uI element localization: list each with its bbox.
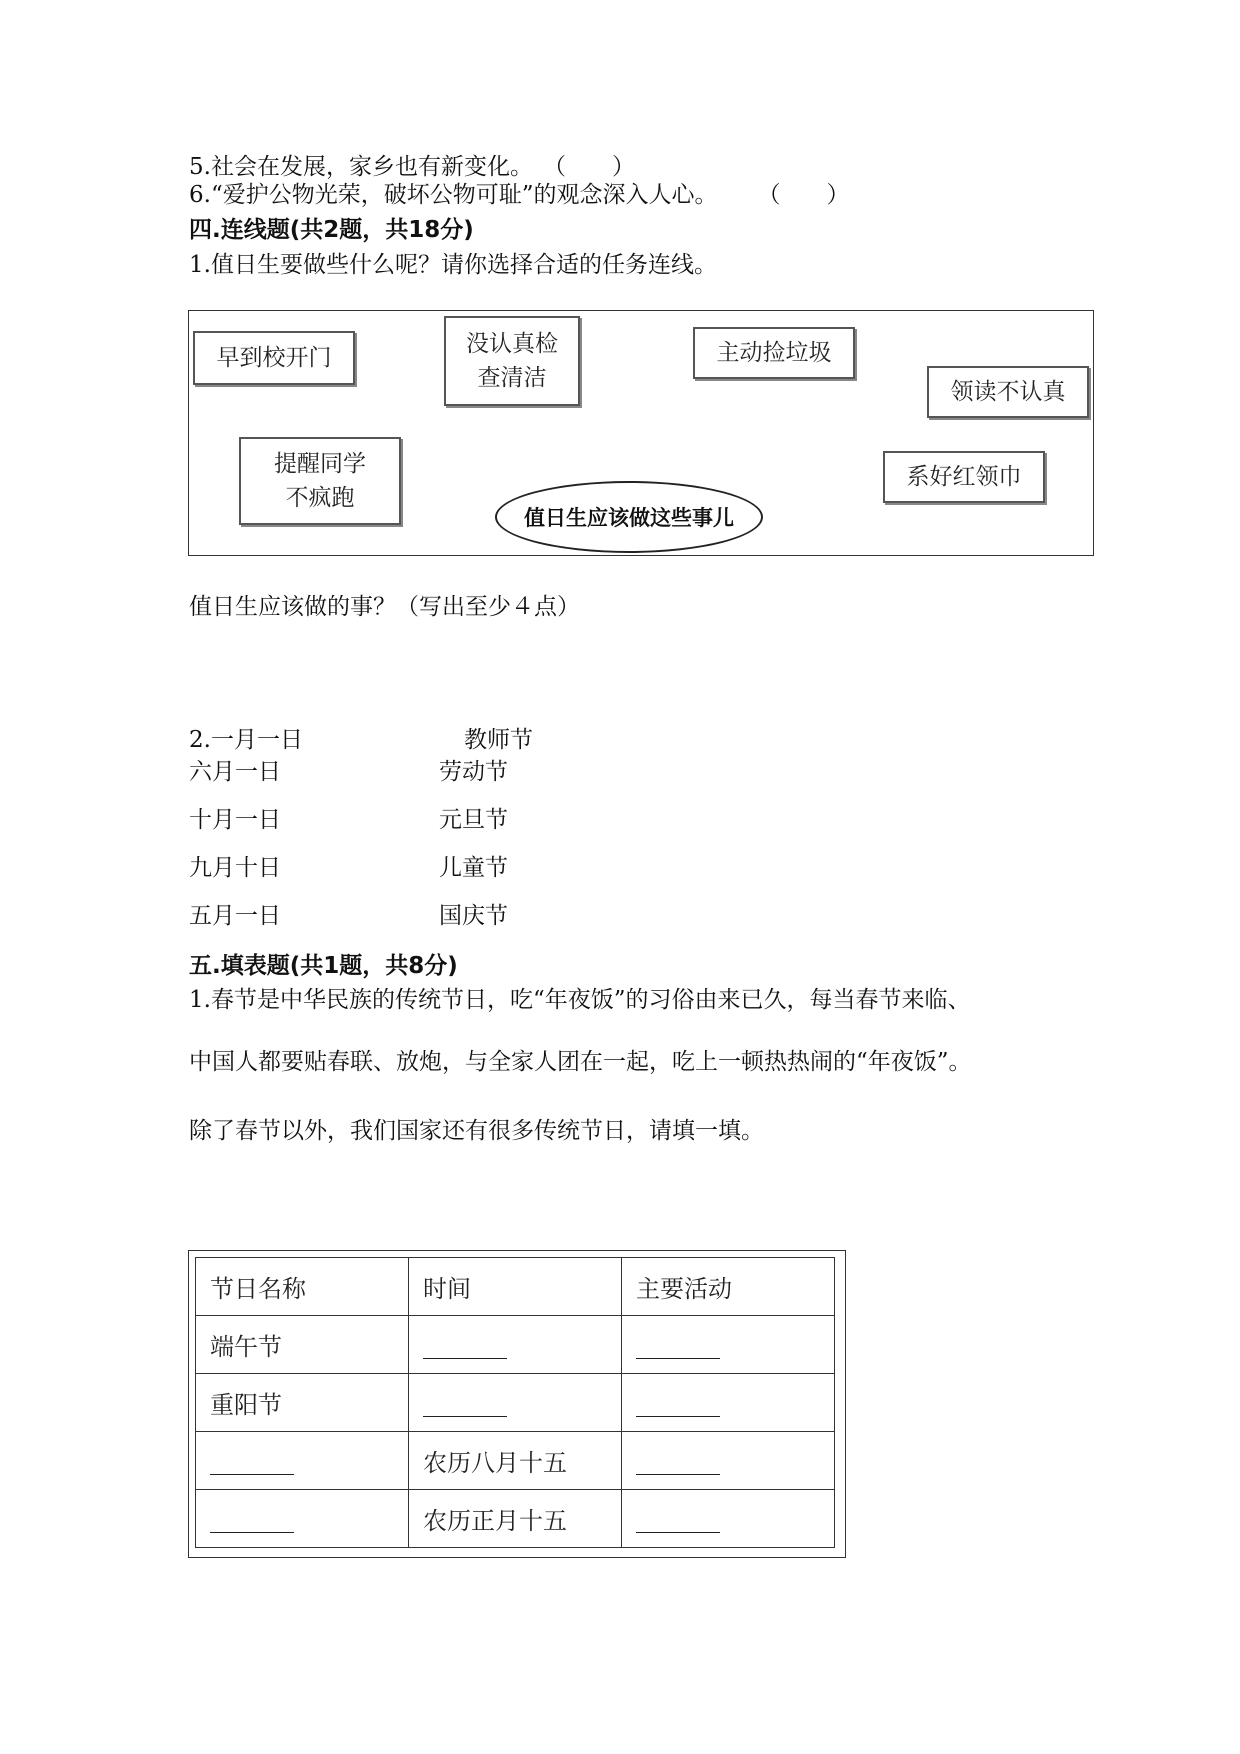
blank-time[interactable] (409, 1316, 622, 1374)
blank-line[interactable] (636, 1396, 720, 1417)
blank-line[interactable] (210, 1454, 294, 1475)
blank-festival-name[interactable] (196, 1490, 409, 1548)
question-5-text: 5.社会在发展，家乡也有新变化。 (189, 154, 533, 180)
festival-item[interactable]: 儿童节 (439, 855, 508, 881)
blank-time[interactable] (409, 1374, 622, 1432)
blank-line[interactable] (423, 1396, 507, 1417)
blank-activity[interactable] (622, 1374, 835, 1432)
blank-activity[interactable] (622, 1316, 835, 1374)
matching-diagram (188, 310, 1094, 556)
task-box-pick-up-litter[interactable]: 主动捡垃圾 (693, 327, 855, 379)
answer-paren-6[interactable]: （ ） (757, 182, 850, 208)
header-time: 时间 (409, 1258, 622, 1316)
festival-table (195, 1257, 835, 1548)
date-item[interactable]: 五月一日 (189, 903, 281, 929)
blank-line[interactable] (636, 1338, 720, 1359)
cell-time: 农历八月十五 (409, 1432, 622, 1490)
task-box-not-check-cleaning[interactable]: 没认真检查清洁 (444, 316, 580, 406)
blank-line[interactable] (636, 1512, 720, 1533)
question-6-text: 6.“爱护公物光荣，破坏公物可耻”的观念深入人心。 (189, 182, 718, 208)
festival-item[interactable]: 国庆节 (439, 903, 508, 929)
section-5-paragraph-line: 除了春节以外，我们国家还有很多传统节日，请填一填。 (189, 1118, 764, 1144)
task-box-tie-red-scarf[interactable]: 系好红领巾 (883, 451, 1045, 503)
blank-activity[interactable] (622, 1490, 835, 1548)
table-header-row (196, 1258, 835, 1316)
task-box-remind-no-running[interactable]: 提醒同学不疯跑 (239, 437, 401, 525)
section-4-q1-followup: 值日生应该做的事？（写出至少４点） (189, 594, 580, 620)
center-oval[interactable]: 值日生应该做这些事儿 (495, 481, 763, 553)
header-main-activity: 主要活动 (622, 1258, 835, 1316)
table-row (196, 1490, 835, 1548)
festival-item[interactable]: 元旦节 (439, 807, 508, 833)
section-4-q1-prompt: 1.值日生要做些什么呢？请你选择合适的任务连线。 (189, 252, 717, 278)
task-box-lead-reading-careless[interactable]: 领读不认真 (927, 366, 1089, 418)
blank-line[interactable] (636, 1454, 720, 1475)
table-row (196, 1316, 835, 1374)
blank-festival-name[interactable] (196, 1432, 409, 1490)
blank-activity[interactable] (622, 1432, 835, 1490)
question-6 (189, 180, 849, 210)
festival-item[interactable]: 教师节 (464, 727, 533, 753)
date-item[interactable]: 六月一日 (189, 759, 281, 785)
section-4-title: 四.连线题(共2题，共18分) (189, 217, 474, 243)
date-item[interactable]: 九月十日 (189, 855, 281, 881)
answer-paren-5[interactable]: （ ） (542, 154, 635, 180)
blank-line[interactable] (423, 1338, 507, 1359)
festival-item[interactable]: 劳动节 (439, 759, 508, 785)
question-5 (189, 152, 635, 182)
cell-festival-name: 端午节 (196, 1316, 409, 1374)
section-5-title: 五.填表题(共1题，共8分) (189, 953, 458, 979)
date-item[interactable]: 十月一日 (189, 807, 281, 833)
table-row (196, 1432, 835, 1490)
cell-festival-name: 重阳节 (196, 1374, 409, 1432)
task-box-open-door[interactable]: 早到校开门 (193, 331, 355, 385)
section-5-paragraph-line: 中国人都要贴春联、放炮，与全家人团在一起，吃上一顿热热闹的“年夜饭”。 (189, 1049, 972, 1075)
section-5-paragraph-line: 1.春节是中华民族的传统节日，吃“年夜饭”的习俗由来已久，每当春节来临、 (189, 987, 971, 1013)
festival-table-frame (188, 1250, 846, 1558)
cell-time: 农历正月十五 (409, 1490, 622, 1548)
table-row (196, 1374, 835, 1432)
date-item[interactable]: 2.一月一日 (189, 727, 303, 753)
header-festival-name: 节日名称 (196, 1258, 409, 1316)
blank-line[interactable] (210, 1512, 294, 1533)
